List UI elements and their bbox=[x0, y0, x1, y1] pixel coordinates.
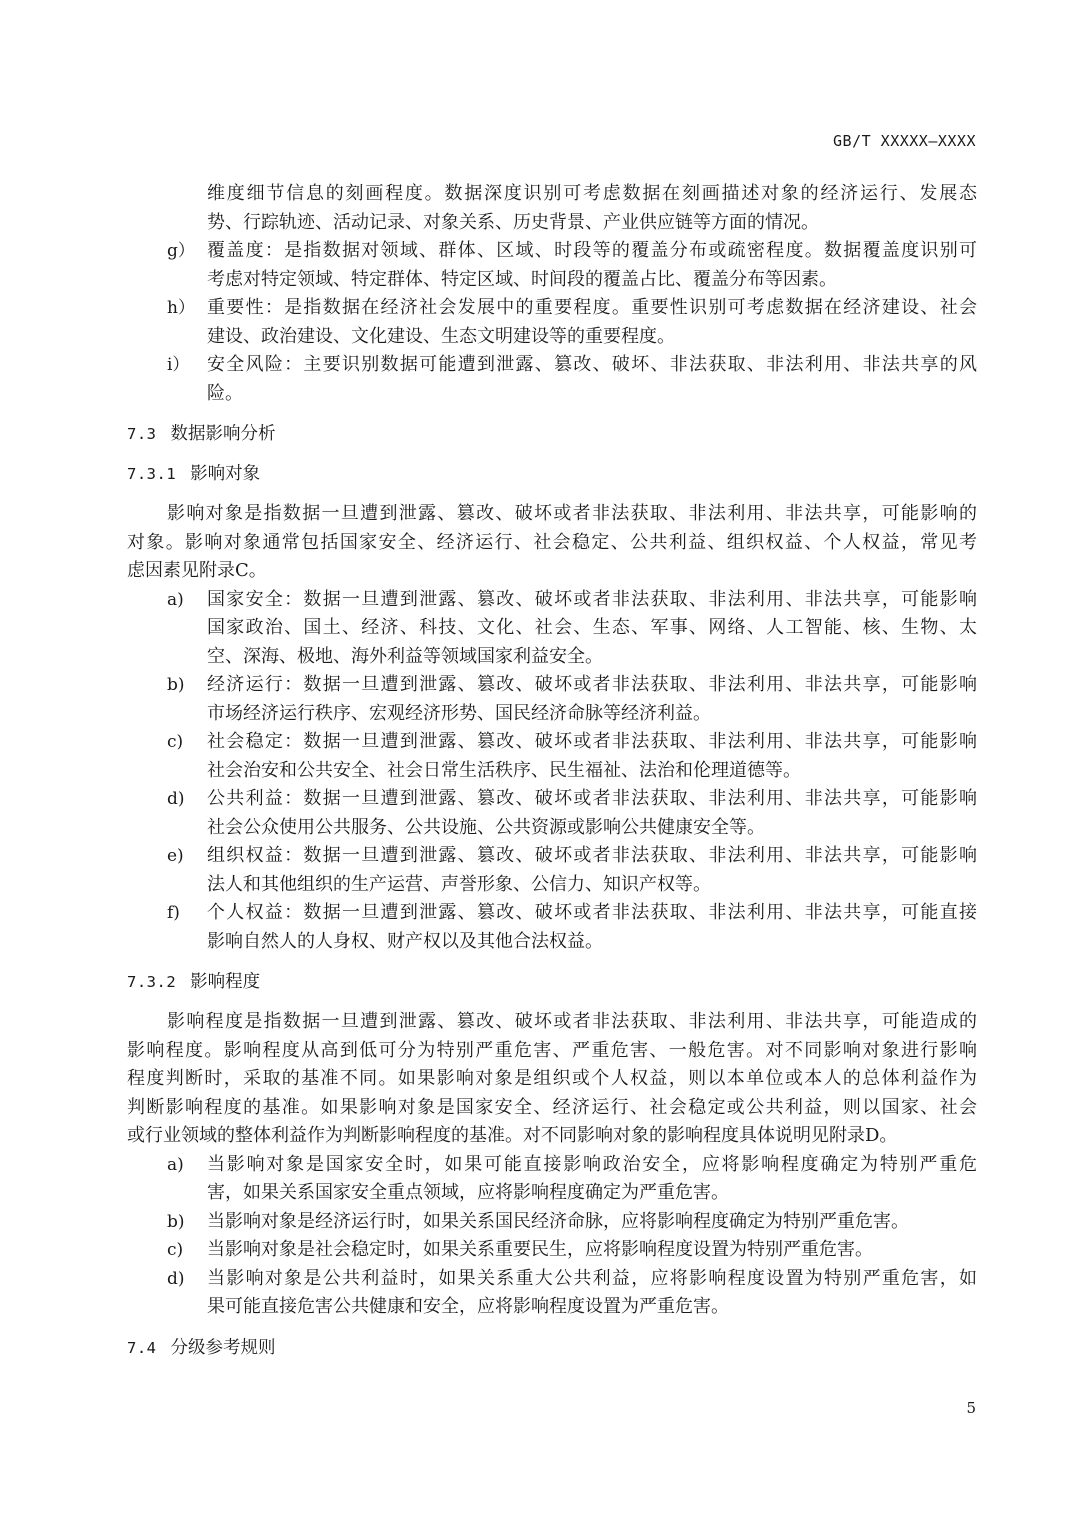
text-line: 空、深海、极地、海外利益等领域国家利益安全。 bbox=[207, 645, 603, 667]
list-item bbox=[127, 842, 977, 899]
text-line: 判断影响程度的基准。如果影响对象是国家安全、经济运行、社会稳定或公共利益，则以国家、社会 bbox=[127, 1096, 977, 1118]
section-number: 7.3 bbox=[127, 425, 157, 443]
list-marker: d) bbox=[167, 1268, 185, 1289]
document-code: GB/T XXXXX—XXXX bbox=[833, 132, 976, 150]
text-line: 当影响对象是公共利益时，如果关系重大公共利益，应将影响程度设置为特别严重危害，如 bbox=[207, 1267, 977, 1289]
text-line: 公共利益：数据一旦遭到泄露、篡改、破坏或者非法获取、非法利用、非法共享，可能影响 bbox=[207, 788, 977, 809]
text-line: 当影响对象是社会稳定时，如果关系重要民生，应将影响程度设置为特别严重危害。 bbox=[207, 1239, 873, 1260]
text-line: 当影响对象是经济运行时，如果关系国民经济命脉，应将影响程度确定为特别严重危害。 bbox=[207, 1210, 909, 1232]
text-line: 害，如果关系国家安全重点领域，应将影响程度确定为严重危害。 bbox=[207, 1182, 729, 1203]
list-item bbox=[127, 785, 977, 842]
section-number: 7.4 bbox=[127, 1338, 157, 1357]
paragraph-7-3-2 bbox=[127, 1008, 977, 1151]
text-line: 维度细节信息的刻画程度。数据深度识别可考虑数据在刻画描述对象的经济运行、发展态 bbox=[207, 183, 977, 204]
page-number: 5 bbox=[966, 1399, 976, 1417]
list-item bbox=[127, 671, 977, 728]
text-line: 势、行踪轨迹、活动记录、对象关系、历史背景、产业供应链等方面的情况。 bbox=[207, 211, 819, 233]
list-marker: h） bbox=[167, 298, 195, 318]
text-line: 国家政治、国土、经济、科技、文化、社会、生态、军事、网络、人工智能、核、生物、太 bbox=[207, 617, 977, 638]
text-line: 当影响对象是国家安全时，如果可能直接影响政治安全，应将影响程度确定为特别严重危 bbox=[207, 1153, 977, 1175]
list-item bbox=[127, 237, 977, 294]
list-item bbox=[127, 899, 977, 956]
page-content bbox=[127, 180, 977, 1362]
text-line: 虑因素见附录C。 bbox=[127, 560, 267, 581]
text-line: 组织权益：数据一旦遭到泄露、篡改、破坏或者非法获取、非法利用、非法共享，可能影响 bbox=[207, 845, 977, 866]
text-line: 个人权益：数据一旦遭到泄露、篡改、破坏或者非法获取、非法利用、非法共享，可能直接 bbox=[207, 902, 977, 923]
list-marker: c) bbox=[167, 732, 184, 752]
list-item bbox=[127, 351, 977, 408]
text-line: 考虑对特定领域、特定群体、特定区域、时间段的覆盖占比、覆盖分布等因素。 bbox=[207, 268, 837, 290]
section-number: 7.3.2 bbox=[127, 973, 177, 991]
text-line: 法人和其他组织的生产运营、声誉形象、公信力、知识产权等。 bbox=[207, 873, 711, 895]
section-heading-7-3-2 bbox=[127, 968, 977, 996]
list-item bbox=[127, 586, 977, 672]
list-item bbox=[127, 1236, 977, 1265]
list-marker: f) bbox=[167, 903, 180, 923]
impact-degree-list bbox=[127, 1151, 977, 1322]
text-line: 社会稳定：数据一旦遭到泄露、篡改、破坏或者非法获取、非法利用、非法共享，可能影响 bbox=[207, 731, 977, 752]
intro-paragraph bbox=[127, 180, 977, 237]
list-marker: c) bbox=[167, 1240, 184, 1260]
list-item bbox=[127, 1265, 977, 1322]
text-line: 安全风险：主要识别数据可能遭到泄露、篡改、破坏、非法获取、非法利用、非法共享的风 bbox=[207, 354, 977, 375]
list-marker: a) bbox=[167, 1154, 184, 1175]
list-marker: b) bbox=[167, 675, 185, 695]
section-number: 7.3.1 bbox=[127, 465, 177, 483]
list-marker: b) bbox=[167, 1211, 185, 1232]
section-heading-7-3 bbox=[127, 420, 977, 448]
list-item bbox=[127, 1208, 977, 1237]
list-marker: e) bbox=[167, 846, 184, 866]
text-line: 建设、政治建设、文化建设、生态文明建设等的重要程度。 bbox=[207, 325, 675, 347]
text-line: 社会治安和公共安全、社会日常生活秩序、民生福祉、法治和伦理道德等。 bbox=[207, 759, 801, 781]
list-item bbox=[127, 1151, 977, 1208]
section-heading-7-4 bbox=[127, 1334, 977, 1362]
section-title: 影响程度 bbox=[190, 972, 261, 992]
list-marker: g） bbox=[167, 241, 195, 261]
text-line: 险。 bbox=[207, 382, 243, 404]
criteria-list bbox=[127, 237, 977, 408]
text-line: 影响自然人的人身权、财产权以及其他合法权益。 bbox=[207, 930, 603, 952]
paragraph-7-3-1 bbox=[127, 500, 977, 586]
section-title: 影响对象 bbox=[190, 464, 261, 484]
text-line: 对象。影响对象通常包括国家安全、经济运行、社会稳定、公共利益、组织权益、个人权益，常见考 bbox=[127, 531, 977, 553]
text-line: 社会公众使用公共服务、公共设施、公共资源或影响公共健康安全等。 bbox=[207, 816, 765, 838]
list-marker: i） bbox=[167, 355, 190, 375]
text-line: 影响程度是指数据一旦遭到泄露、篡改、破坏或者非法获取、非法利用、非法共享，可能造成的 bbox=[167, 1011, 977, 1032]
text-line: 重要性：是指数据在经济社会发展中的重要程度。重要性识别可考虑数据在经济建设、社会 bbox=[207, 297, 977, 318]
impact-object-list bbox=[127, 586, 977, 957]
list-item bbox=[127, 728, 977, 785]
list-marker: a) bbox=[167, 589, 184, 610]
section-title: 数据影响分析 bbox=[170, 424, 276, 444]
list-marker: d) bbox=[167, 789, 185, 809]
text-line: 或行业领域的整体利益作为判断影响程度的基准。对不同影响对象的影响程度具体说明见附录D。 bbox=[127, 1125, 898, 1146]
list-item bbox=[127, 294, 977, 351]
text-line: 经济运行：数据一旦遭到泄露、篡改、破坏或者非法获取、非法利用、非法共享，可能影响 bbox=[207, 674, 977, 695]
text-line: 覆盖度：是指数据对领域、群体、区域、时段等的覆盖分布或疏密程度。数据覆盖度识别可 bbox=[207, 240, 977, 261]
text-line: 影响程度。影响程度从高到低可分为特别严重危害、严重危害、一般危害。对不同影响对象进行影响 bbox=[127, 1039, 977, 1061]
text-line: 市场经济运行秩序、宏观经济形势、国民经济命脉等经济利益。 bbox=[207, 702, 711, 724]
text-line: 程度判断时，采取的基准不同。如果影响对象是组织或个人权益，则以本单位或本人的总体利益作为 bbox=[127, 1068, 977, 1089]
section-title: 分级参考规则 bbox=[170, 1337, 276, 1358]
section-heading-7-3-1 bbox=[127, 460, 977, 488]
text-line: 国家安全：数据一旦遭到泄露、篡改、破坏或者非法获取、非法利用、非法共享，可能影响 bbox=[207, 588, 977, 610]
text-line: 影响对象是指数据一旦遭到泄露、篡改、破坏或者非法获取、非法利用、非法共享，可能影响的 bbox=[167, 503, 977, 524]
text-line: 果可能直接危害公共健康和安全，应将影响程度设置为严重危害。 bbox=[207, 1296, 729, 1317]
